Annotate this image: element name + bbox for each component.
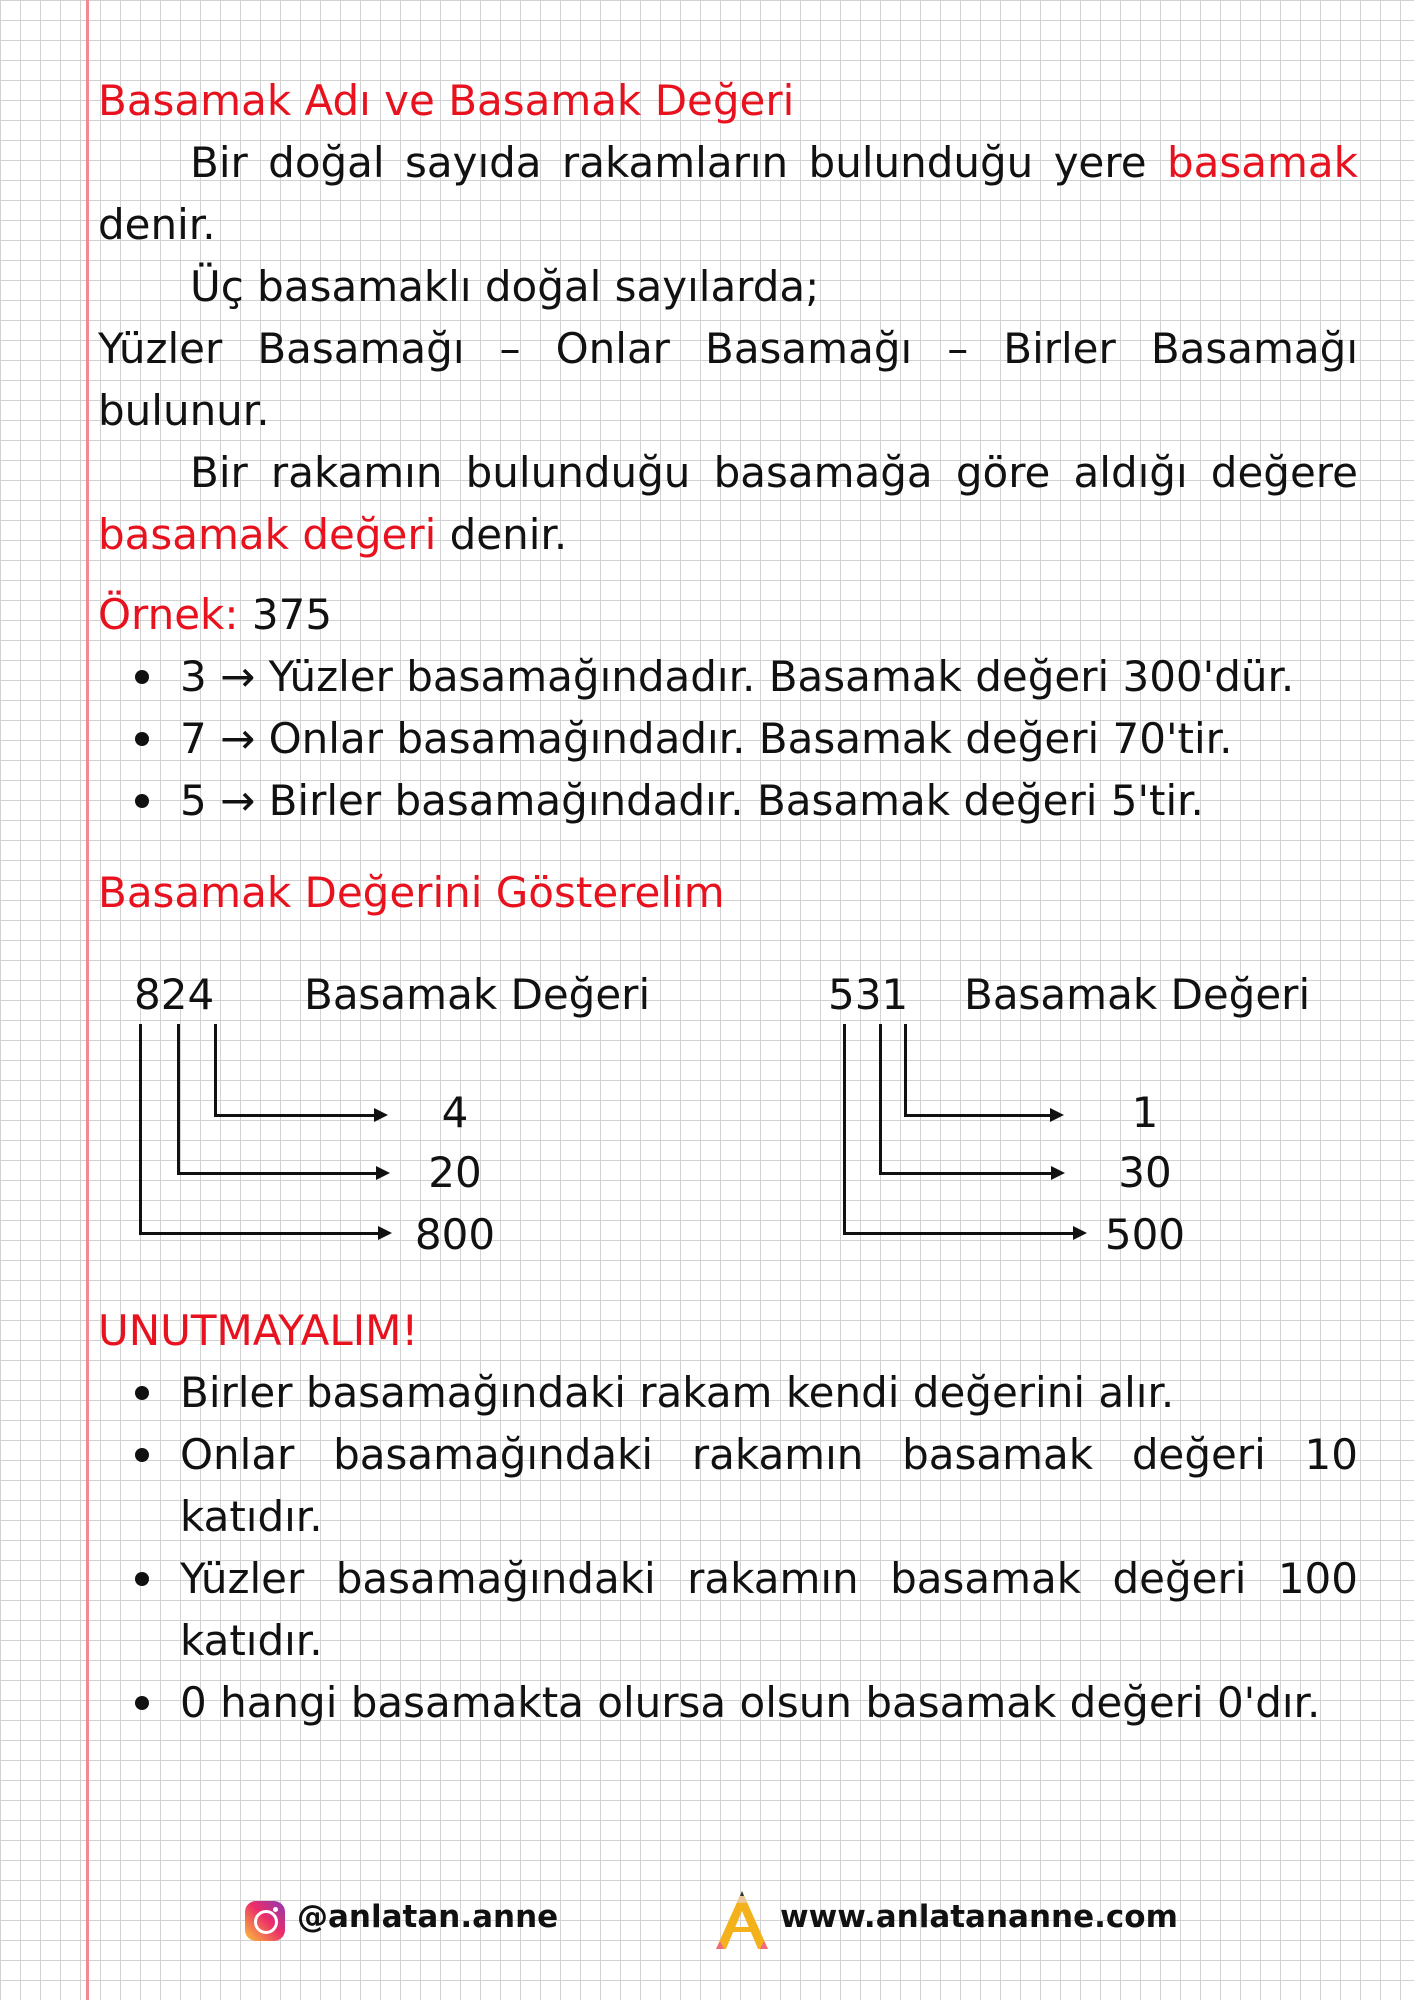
diagram-number: 824 xyxy=(134,970,215,1019)
value-ones: 1 xyxy=(1131,1088,1159,1137)
section-heading-show-place-value: Basamak Değerini Gösterelim xyxy=(98,868,725,917)
section-heading-place-value: Basamak Adı ve Basamak Değeri xyxy=(98,76,795,125)
diagram-531 xyxy=(828,964,1388,1264)
connector-tens xyxy=(879,1172,1053,1175)
remember-item: Birler basamağındaki rakam kendi değerini alır. xyxy=(98,1362,1358,1424)
diagram-824 xyxy=(134,964,694,1264)
value-tens: 30 xyxy=(1118,1148,1172,1197)
paragraph-place-value-definition xyxy=(98,442,1358,566)
highlight-term-basamak: basamak xyxy=(1167,138,1358,187)
remember-item: 0 hangi basamakta olursa olsun basamak değeri 0'dır. xyxy=(98,1672,1358,1734)
connector-hundreds xyxy=(843,1232,1075,1235)
example-line xyxy=(98,584,1358,646)
connector-hundreds xyxy=(139,1024,142,1234)
example-item: 3 → Yüzler basamağındadır. Basamak değeri 300'dür. xyxy=(98,646,1358,708)
connector-ones xyxy=(214,1114,376,1117)
notebook-margin-line xyxy=(86,0,89,2000)
place-value-diagrams xyxy=(98,964,1358,1264)
remember-item: Yüzler basamağındaki rakamın basamak değeri 100 katıdır. xyxy=(98,1548,1358,1672)
paragraph-text: denir. xyxy=(98,200,216,249)
connector-hundreds xyxy=(843,1024,846,1234)
remember-item: Onlar basamağındaki rakamın basamak değeri 10 katıdır. xyxy=(98,1424,1358,1548)
connector-tens xyxy=(177,1024,180,1174)
paragraph-text: Bir doğal sayıda rakamların bulunduğu yere xyxy=(190,138,1167,187)
section-heading-remember: UNUTMAYALIM! xyxy=(98,1306,419,1355)
diagram-title: Basamak Değeri xyxy=(304,970,651,1019)
website-link[interactable]: www.anlatananne.com xyxy=(780,1899,1178,1935)
instagram-handle[interactable]: @anlatan.anne xyxy=(297,1899,559,1935)
example-number: 375 xyxy=(251,590,333,639)
arrow-head xyxy=(1073,1226,1087,1240)
value-ones: 4 xyxy=(441,1088,469,1137)
example-item: 5 → Birler basamağındadır. Basamak değeri 5'tir. xyxy=(98,770,1358,832)
example-list xyxy=(98,646,1358,832)
diagram-number: 531 xyxy=(828,970,909,1019)
connector-hundreds xyxy=(139,1232,380,1235)
example-label: Örnek: xyxy=(98,590,239,639)
value-tens: 20 xyxy=(428,1148,482,1197)
arrow-head xyxy=(1051,1166,1065,1180)
arrow-head xyxy=(378,1226,392,1240)
arrow-head xyxy=(374,1108,388,1122)
paragraph-three-digit: Üç basamaklı doğal sayılarda; xyxy=(190,262,820,311)
diagram-title: Basamak Değeri xyxy=(964,970,1311,1019)
connector-ones xyxy=(904,1024,907,1116)
worksheet-content xyxy=(98,70,1358,1734)
instagram-icon xyxy=(245,1901,285,1941)
arrow-head xyxy=(1050,1108,1064,1122)
connector-tens xyxy=(879,1024,882,1174)
footer xyxy=(0,1885,1414,1955)
arrow-head xyxy=(376,1166,390,1180)
value-hundreds: 500 xyxy=(1104,1210,1186,1259)
paragraph-place-names: Yüzler Basamağı – Onlar Basamağı – Birler Basamağı bulunur. xyxy=(98,324,1358,435)
connector-ones xyxy=(214,1024,217,1116)
connector-ones xyxy=(904,1114,1052,1117)
paragraph-text: denir. xyxy=(436,510,568,559)
highlight-term-basamak-degeri: basamak değeri xyxy=(98,510,437,559)
value-hundreds: 800 xyxy=(414,1210,496,1259)
remember-list xyxy=(98,1362,1358,1734)
paragraph-basamak-definition xyxy=(98,132,1358,256)
paragraph-text: Bir rakamın bulunduğu basamağa göre aldığı değere xyxy=(190,448,1358,497)
example-item: 7 → Onlar basamağındadır. Basamak değeri 70'tir. xyxy=(98,708,1358,770)
connector-tens xyxy=(177,1172,378,1175)
pencil-a-logo-icon xyxy=(712,1887,772,1951)
